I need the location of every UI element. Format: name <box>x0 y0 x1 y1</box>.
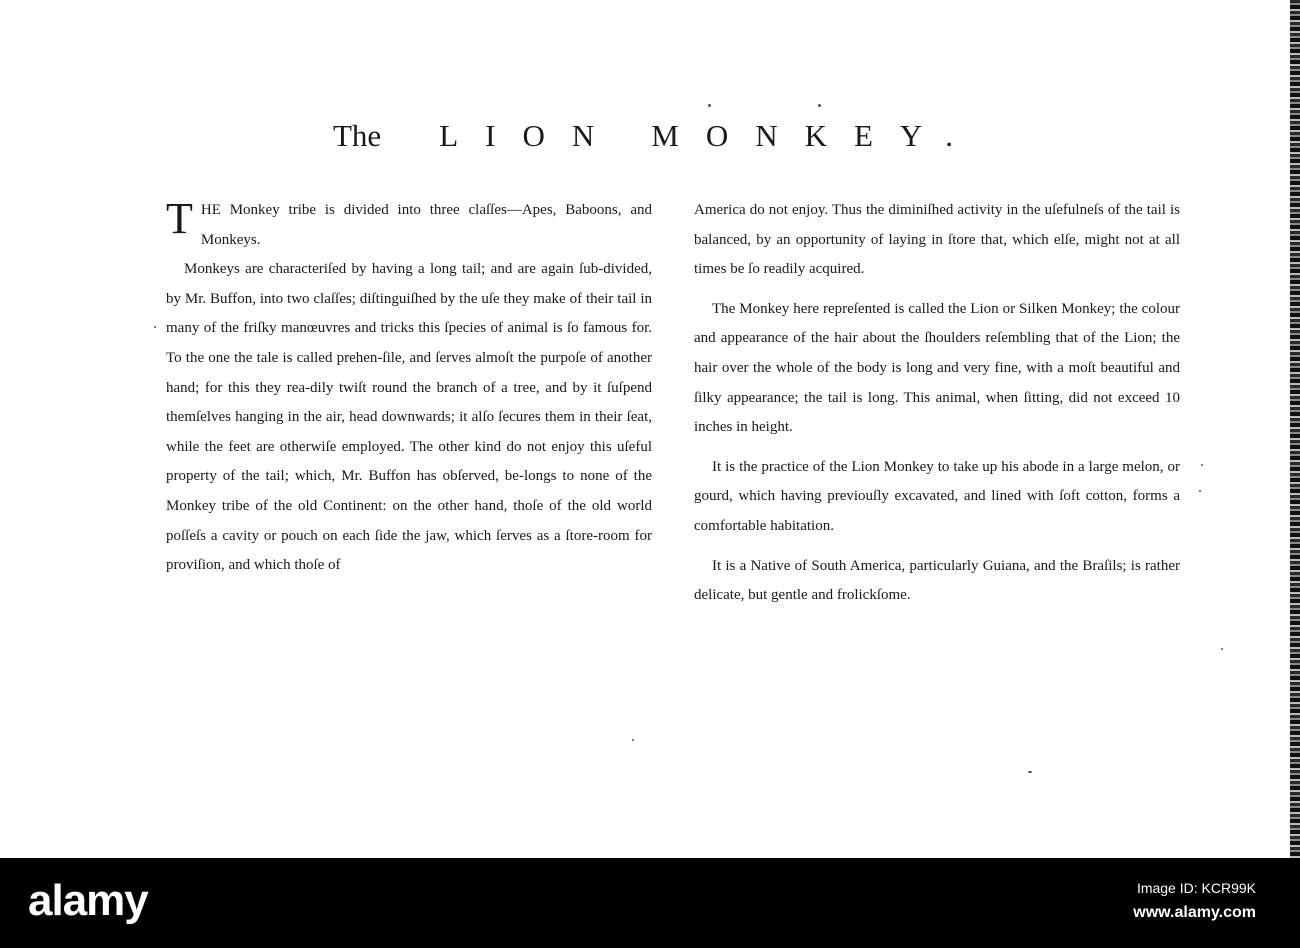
title-word-monkey: MONKEY. <box>651 118 981 153</box>
brand-logo: alamy <box>28 876 148 925</box>
print-speck <box>1028 771 1032 773</box>
page-edge <box>1290 0 1300 858</box>
paragraph-classes: Monkeys are characteriſed by having a long tail; and are again ſub-divided, by Mr. Buffon, into two claſſes; diſtinguiſhed by the uſe they make of their tail in many of the friſky manœuvres and tricks this ſpecies of animal is ſo famous for. To the one the tale is called prehen-ſile, and ſerves almoſt the purpoſe of another hand; for this they rea-dily twiſt round the branch of a tree, and by it ſuſpend themſelves hanging in the air, head downwards; it alſo ſecures them in their ſeat, while the feet are otherwiſe employed. The other kind do not enjoy this uſeful property of the tail; which, Mr. Buffon has obſerved, be-longs to none of the Monkey tribe of the old Continent: on the other hand, thoſe of the old world poſſeſs a cavity or pouch on each ſide the jaw, which ſerves as a ſtore-room for proviſion, and which thoſe of <box>166 261 652 574</box>
paragraph-intro <box>166 196 652 255</box>
print-speck <box>154 326 156 328</box>
paragraph-continuation: America do not enjoy. Thus the diminiſhed activity in the uſefulneſs of the tail is balanced, by an opportunity of laying in ſtore that, which elſe, might not at all times be ſo readily acquired. <box>694 202 1180 278</box>
print-speck <box>708 104 711 107</box>
paragraph-intro-text: HE Monkey tribe is divided into three claſſes—Apes, Baboons, and Monkeys. <box>200 202 652 248</box>
page-title <box>333 112 980 160</box>
right-column <box>694 196 1180 611</box>
print-speck <box>1201 464 1203 466</box>
print-speck <box>818 104 821 107</box>
paragraph-habitation: It is the practice of the Lion Monkey to take up his abode in a large melon, or gourd, which having previouſly excavated, and lined with ſoft cotton, forms a comfortable habitation. <box>694 458 1180 534</box>
site-url: www.alamy.com <box>1133 904 1256 921</box>
print-speck <box>1199 490 1201 492</box>
paragraph-description: The Monkey here repreſented is called the Lion or Silken Monkey; the colour and appearance of the hair about the ſhoulders reſembling that of the Lion; the hair over the whole of the body is long and very fine, with a moſt beautiful and ſilky appearance; the tail is long. This animal, when ſitting, did not exceed 10 inches in height. <box>694 300 1180 436</box>
title-article: The <box>333 118 382 153</box>
print-speck <box>1221 648 1223 650</box>
drop-cap: T <box>166 194 193 243</box>
left-column <box>166 196 652 581</box>
print-speck <box>632 739 634 741</box>
image-id-label: Image ID: KCR99K <box>1136 880 1256 896</box>
title-word-lion: LION <box>439 118 622 153</box>
watermark-footer <box>0 858 1300 948</box>
paragraph-native: It is a Native of South America, particularly Guiana, and the Braſils; is rather delicate, but gentle and frolickſome. <box>694 557 1180 604</box>
